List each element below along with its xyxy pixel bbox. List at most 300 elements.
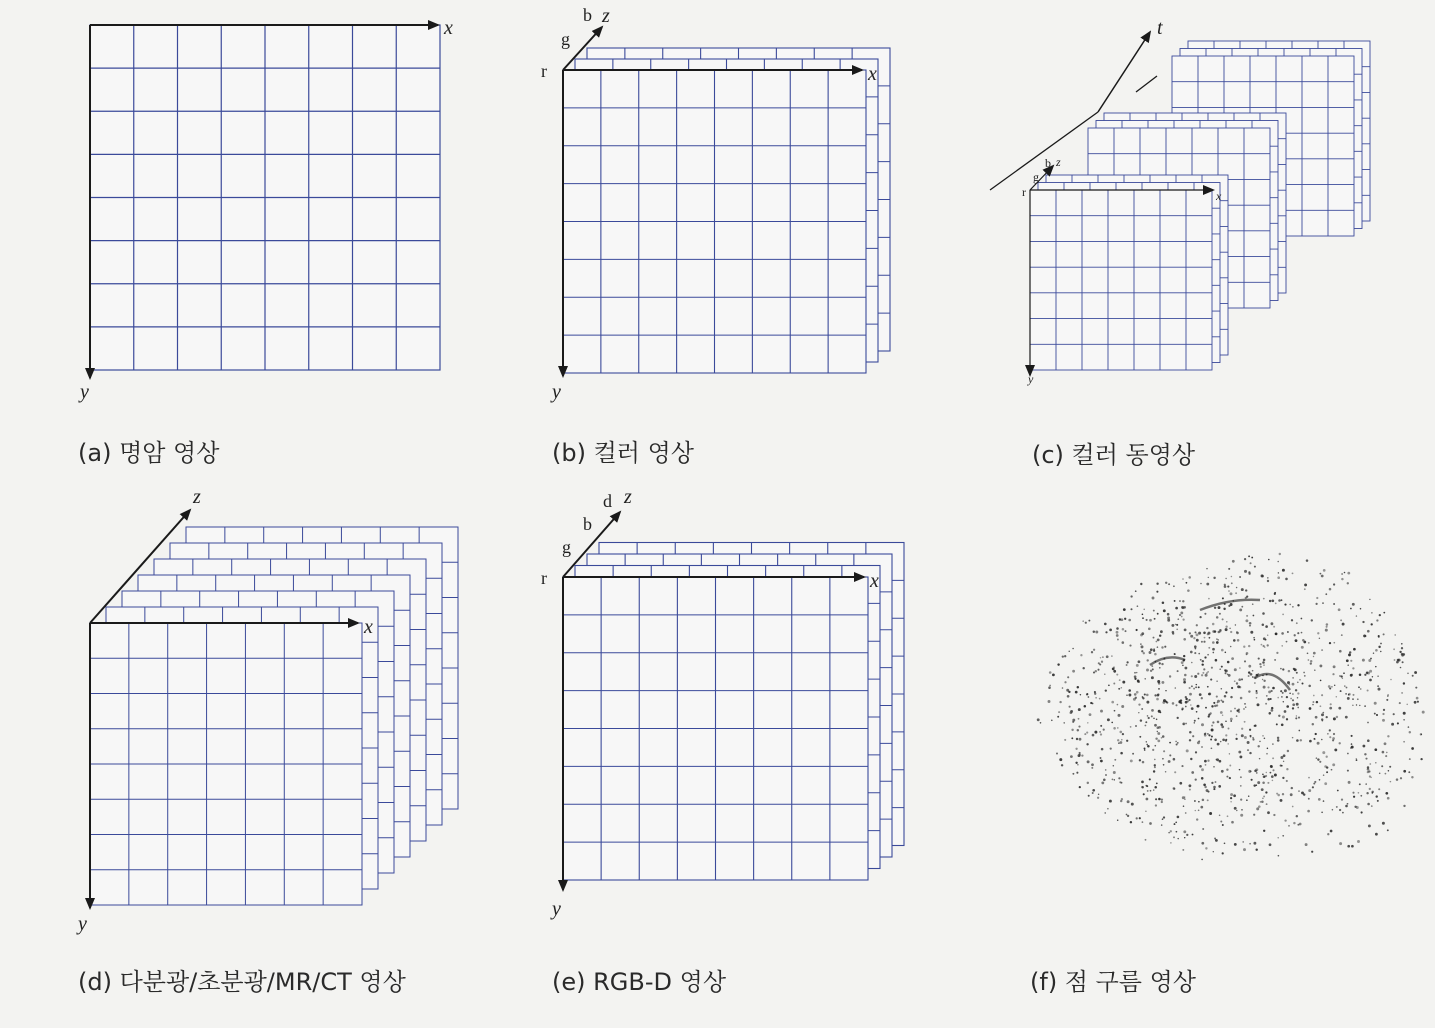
cloud-point [1146,744,1148,746]
cloud-point [1061,764,1063,766]
cloud-point [1207,654,1209,656]
cloud-feature [1150,657,1185,665]
cloud-point [1194,675,1197,678]
cloud-point [1245,619,1248,622]
cloud-point [1153,648,1155,650]
cloud-point [1227,743,1229,745]
cloud-point [1362,621,1364,623]
cloud-point [1177,618,1179,620]
cloud-point [1140,719,1142,721]
cloud-point [1248,555,1250,557]
cloud-point [1214,705,1217,708]
cloud-point [1351,845,1354,848]
cloud-point [1292,693,1294,695]
cloud-point [1377,800,1379,802]
cloud-point [1172,631,1175,634]
cloud-point [1283,701,1284,702]
cloud-point [1194,800,1196,802]
cloud-point [1282,793,1284,795]
cloud-point [1315,603,1317,605]
y-axis-label: y [1028,372,1034,386]
cloud-point [1182,600,1184,602]
cloud-point [1298,790,1300,792]
cloud-point [1203,668,1205,670]
cloud-point [1387,829,1389,831]
panel-c-color-video [990,17,1370,386]
cloud-point [1140,583,1142,585]
cloud-point [1228,568,1230,570]
cloud-point [1193,637,1195,639]
cloud-point [1169,742,1171,744]
cloud-point [1216,758,1219,761]
cloud-point [1229,753,1230,754]
cloud-point [1128,694,1131,697]
cloud-point [1295,689,1297,691]
cloud-point [1101,781,1104,784]
cloud-point [1082,667,1084,669]
cloud-point [1243,708,1244,709]
cloud-point [1162,735,1165,738]
cloud-point [1139,817,1141,819]
cloud-point [1156,698,1159,701]
cloud-point [1378,788,1380,790]
cloud-point [1261,801,1264,804]
cloud-point [1176,628,1178,630]
cloud-point [1198,653,1200,655]
caption-b: (b) 컬러 영상 [552,439,694,467]
cloud-point [1274,659,1276,661]
cloud-point [1315,733,1317,735]
cloud-point [1185,723,1187,725]
cloud-point [1323,569,1326,572]
cloud-point [1263,686,1266,689]
cloud-point [1187,700,1189,702]
cloud-point [1331,686,1333,688]
cloud-point [1201,697,1203,699]
cloud-point [1151,665,1153,667]
cloud-point [1326,626,1328,628]
cloud-point [1211,735,1213,737]
cloud-point [1185,812,1187,814]
cloud-point [1206,583,1209,586]
cloud-point [1114,710,1116,712]
cloud-point [1311,851,1313,853]
cloud-point [1265,639,1266,640]
cloud-point [1312,704,1314,706]
cloud-point [1218,606,1221,609]
cloud-point [1318,798,1321,801]
cloud-point [1366,672,1369,675]
cloud-point [1175,741,1177,743]
cloud-point [1191,707,1194,710]
cloud-point [1331,769,1333,771]
cloud-point [1230,797,1232,799]
cloud-point [1163,764,1165,766]
cloud-point [1420,758,1422,760]
cloud-point [1216,696,1218,698]
cloud-point [1356,758,1357,759]
cloud-point [1298,717,1300,719]
cloud-point [1257,703,1260,706]
cloud-point [1048,686,1051,689]
cloud-point [1121,782,1123,784]
cloud-point [1422,711,1425,714]
cloud-point [1199,765,1202,768]
cloud-point [1094,693,1096,695]
cloud-point [1105,774,1107,776]
cloud-point [1157,646,1159,648]
cloud-point [1154,764,1156,766]
cloud-point [1325,629,1328,632]
cloud-point [1375,666,1377,668]
cloud-point [1219,613,1221,615]
cloud-point [1230,720,1232,722]
cloud-point [1086,743,1088,745]
cloud-point [1292,572,1294,574]
cloud-point [1243,646,1245,648]
cloud-point [1219,760,1222,763]
cloud-point [1334,685,1335,686]
channel-label-r: r [1022,185,1026,199]
cloud-point [1229,778,1231,780]
cloud-point [1206,672,1208,674]
cloud-point [1320,573,1322,575]
cloud-point [1214,739,1217,742]
cloud-point [1183,655,1185,657]
cloud-point [1403,741,1405,743]
cloud-point [1211,729,1214,732]
cloud-point [1239,686,1241,688]
cloud-point [1062,655,1064,657]
cloud-point [1293,822,1295,824]
t-axis-label: t [1157,17,1163,39]
cloud-point [1067,676,1069,678]
channel-label-b: b [583,5,592,25]
cloud-point [1268,559,1270,561]
cloud-point [1358,686,1360,688]
cloud-point [1272,743,1273,744]
cloud-point [1187,589,1190,592]
cloud-point [1082,620,1084,622]
cloud-point [1323,774,1325,776]
cloud-point [1095,631,1098,634]
cloud-point [1216,641,1219,644]
cloud-point [1225,652,1227,654]
cloud-point [1103,779,1106,782]
cloud-point [1101,748,1104,751]
cloud-point [1253,814,1255,816]
cloud-point [1276,723,1278,725]
cloud-point [1241,728,1243,730]
cloud-point [1309,707,1312,710]
cloud-point [1183,681,1186,684]
cloud-point [1403,682,1405,684]
cloud-point [1100,657,1101,658]
cloud-point [1321,718,1323,720]
cloud-point [1350,660,1352,662]
cloud-point [1139,759,1141,761]
cloud-point [1185,706,1187,708]
cloud-point [1230,603,1233,606]
cloud-point [1406,704,1407,705]
cloud-point [1322,751,1325,754]
cloud-point [1367,803,1370,806]
cloud-point [1184,667,1187,670]
cloud-point [1339,842,1342,845]
channel-label-b: b [1045,156,1051,170]
cloud-point [1209,812,1212,815]
cloud-point [1228,674,1231,677]
cloud-point [1296,622,1298,624]
cloud-point [1173,836,1175,838]
cloud-point [1179,782,1182,785]
cloud-point [1100,757,1102,759]
cloud-point [1125,630,1127,632]
cloud-point [1401,692,1403,694]
cloud-point [1092,792,1094,794]
cloud-point [1190,758,1192,760]
cloud-point [1184,629,1187,632]
cloud-point [1403,712,1406,715]
cloud-point [1365,783,1367,785]
cloud-point [1130,726,1132,728]
cloud-point [1229,765,1231,767]
cloud-point [1253,615,1255,617]
cloud-point [1130,595,1132,597]
cloud-point [1184,837,1185,838]
cloud-point [1236,682,1238,684]
cloud-point [1326,716,1328,718]
caption-d: (d) 다분광/초분광/MR/CT 영상 [78,968,406,996]
cloud-point [1374,713,1376,715]
cloud-point [1188,576,1191,579]
cloud-point [1321,694,1323,696]
cloud-point [1402,661,1404,663]
cloud-point [1360,795,1362,797]
cloud-point [1262,781,1265,784]
cloud-point [1131,803,1134,806]
cloud-point [1394,634,1395,635]
cloud-point [1195,778,1197,780]
cloud-point [1377,685,1379,687]
cloud-point [1281,632,1284,635]
cloud-point [1176,624,1178,626]
cloud-point [1212,648,1215,651]
cloud-point [1347,803,1349,805]
cloud-point [1225,720,1227,722]
cloud-point [1202,799,1205,802]
cloud-point [1091,763,1094,766]
cloud-point [1276,652,1278,654]
cloud-point [1132,753,1134,755]
cloud-point [1241,678,1243,680]
cloud-point [1269,600,1271,602]
cloud-point [1287,750,1289,752]
cloud-point [1119,731,1122,734]
cloud-point [1255,848,1257,850]
cloud-point [1367,722,1369,724]
cloud-point [1339,809,1341,811]
cloud-point [1207,671,1209,673]
cloud-point [1301,646,1304,649]
cloud-point [1249,752,1251,754]
cloud-point [1129,645,1131,647]
cloud-point [1153,770,1155,772]
cloud-point [1313,783,1315,785]
cloud-point [1356,704,1357,705]
cloud-point [1378,636,1380,638]
cloud-point [1263,598,1265,600]
cloud-point [1182,796,1185,799]
cloud-point [1333,717,1336,720]
cloud-point [1177,670,1179,672]
cloud-point [1233,794,1236,797]
cloud-point [1225,628,1228,631]
cloud-point [1157,740,1160,743]
cloud-point [1249,735,1251,737]
cloud-point [1222,824,1224,826]
cloud-point [1267,698,1270,701]
cloud-point [1219,815,1221,817]
cloud-point [1130,759,1133,762]
cloud-point [1345,805,1348,808]
cloud-point [1113,727,1116,730]
cloud-point [1336,696,1338,698]
cloud-point [1348,653,1351,656]
cloud-point [1374,748,1377,751]
cloud-point [1227,586,1229,588]
cloud-point [1347,582,1349,584]
cloud-point [1112,779,1114,781]
cloud-point [1049,671,1052,674]
cloud-point [1037,718,1040,721]
cloud-point [1352,705,1353,706]
cloud-point [1401,647,1403,649]
cloud-point [1211,667,1213,669]
cloud-point [1127,800,1130,803]
cloud-point [1341,578,1343,580]
cloud-point [1269,712,1272,715]
cloud-point [1299,823,1302,826]
cloud-point [1063,722,1064,723]
cloud-point [1146,741,1147,742]
cloud-point [1175,607,1178,610]
cloud-point [1216,616,1219,619]
cloud-point [1205,764,1207,766]
cloud-point [1264,646,1266,648]
cloud-point [1075,748,1077,750]
cloud-point [1333,665,1336,668]
cloud-point [1240,776,1242,778]
cloud-point [1260,666,1262,668]
cloud-point [1263,659,1266,662]
cloud-point [1267,811,1270,814]
cloud-point [1141,708,1143,710]
cloud-point [1145,839,1147,841]
cloud-point [1258,658,1260,660]
cloud-point [1275,603,1277,605]
cloud-point [1107,718,1110,721]
cloud-point [1272,769,1274,771]
cloud-point [1265,703,1267,705]
cloud-point [1175,704,1177,706]
cloud-point [1189,731,1192,734]
cloud-point [1284,710,1287,713]
cloud-point [1221,649,1224,652]
cloud-point [1241,588,1244,591]
cloud-point [1248,675,1250,677]
cloud-point [1225,739,1227,741]
cloud-point [1267,748,1269,750]
cloud-point [1278,855,1280,857]
cloud-point [1319,779,1321,781]
cloud-point [1383,612,1385,614]
cloud-point [1168,583,1170,585]
cloud-point [1292,737,1294,739]
cloud-point [1282,716,1285,719]
cloud-point [1121,705,1124,708]
cloud-point [1198,740,1200,742]
cloud-point [1183,723,1185,725]
cloud-point [1304,675,1306,677]
cloud-point [1239,608,1242,611]
cloud-point [1206,568,1208,570]
cloud-point [1136,664,1139,667]
cloud-point [1374,702,1377,705]
cloud-point [1290,793,1293,796]
cloud-point [1408,726,1410,728]
cloud-point [1326,771,1328,773]
cloud-point [1236,632,1239,635]
cloud-point [1409,731,1411,733]
cloud-point [1235,592,1237,594]
cloud-point [1186,834,1188,836]
panel-b-color [541,5,890,403]
cloud-point [1139,736,1141,738]
cloud-point [1079,754,1081,756]
cloud-point [1195,810,1196,811]
cloud-point [1266,753,1268,755]
cloud-point [1267,580,1269,582]
cloud-point [1277,794,1280,797]
cloud-point [1347,753,1349,755]
cloud-point [1168,832,1169,833]
cloud-point [1382,713,1384,715]
cloud-point [1141,645,1144,648]
cloud-point [1205,733,1207,735]
cloud-point [1313,652,1316,655]
cloud-point [1262,661,1265,664]
cloud-point [1294,634,1296,636]
cloud-point [1126,664,1128,666]
cloud-point [1332,739,1334,741]
cloud-point [1353,694,1355,696]
cloud-point [1369,775,1371,777]
cloud-point [1094,731,1097,734]
cloud-point [1196,633,1199,636]
cloud-point [1104,674,1105,675]
cloud-point [1246,654,1248,656]
cloud-point [1252,738,1254,740]
cloud-point [1114,779,1115,780]
cloud-point [1330,703,1332,705]
cloud-point [1194,631,1196,633]
cloud-point [1103,729,1105,731]
cloud-point [1213,702,1215,704]
cloud-point [1134,672,1136,674]
cloud-point [1149,651,1152,654]
cloud-point [1189,739,1191,741]
